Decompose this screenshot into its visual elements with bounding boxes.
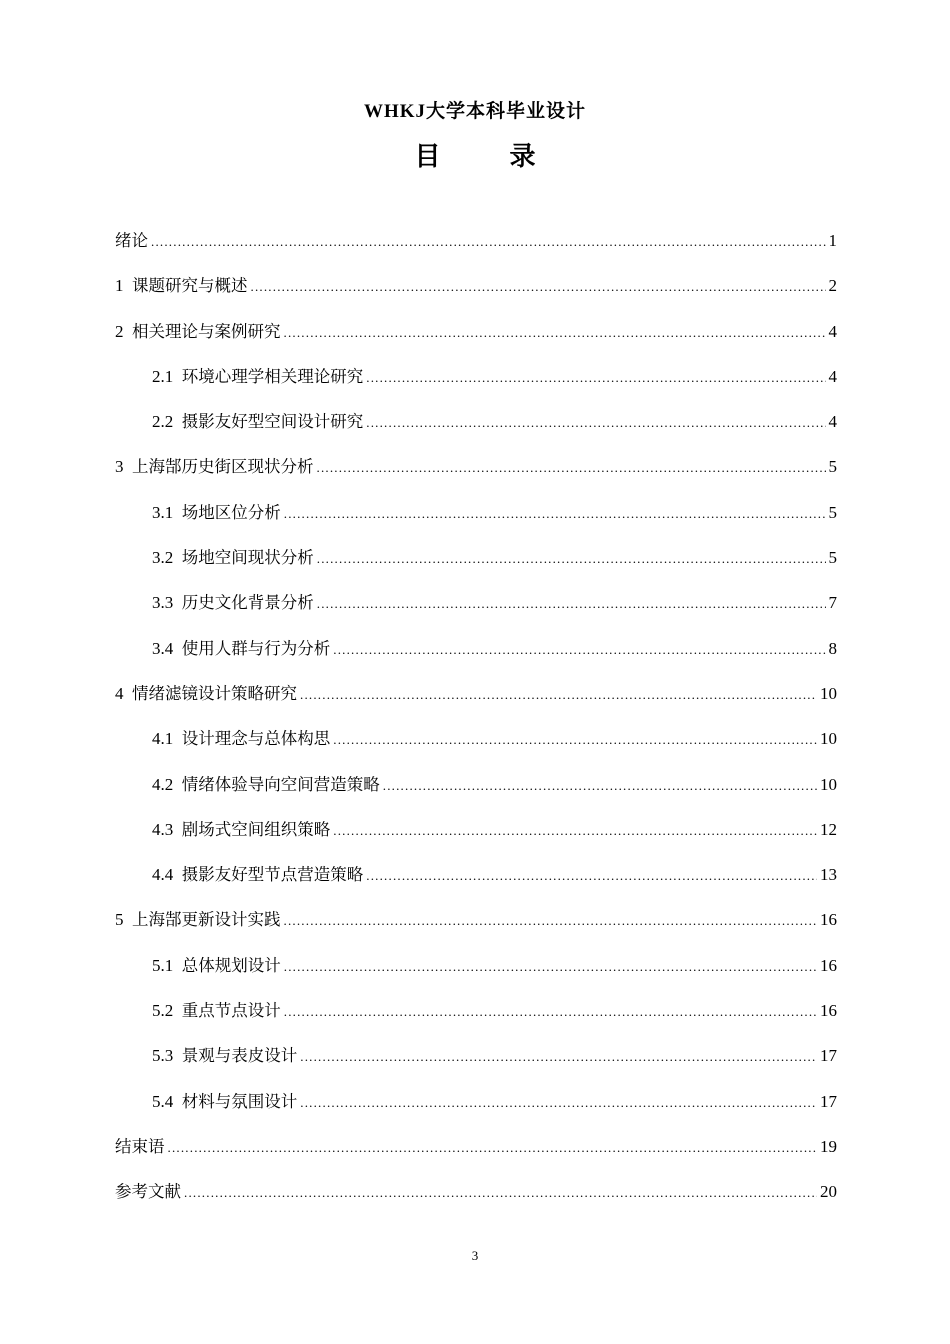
toc-entry-page: 7 xyxy=(828,593,837,613)
toc-entry-label: 情绪滤镜设计策略研究 xyxy=(132,683,297,703)
toc-entry-page: 12 xyxy=(820,819,837,839)
toc-entry-page: 16 xyxy=(820,1001,837,1021)
toc-entry[interactable] xyxy=(115,1087,837,1132)
toc-entry-label: 上海郜更新设计实践 xyxy=(132,910,281,930)
table-of-contents xyxy=(115,226,837,1223)
toc-entry-label: 材料与氛围设计 xyxy=(181,1091,298,1111)
toc-entry-label: 课题研究与概述 xyxy=(132,276,248,296)
toc-entry[interactable] xyxy=(115,860,837,905)
dot-leader xyxy=(284,499,826,529)
page-title: 目 录 xyxy=(414,142,566,172)
toc-entry[interactable] xyxy=(115,452,837,497)
toc-entry[interactable] xyxy=(115,407,837,452)
toc-entry[interactable] xyxy=(115,362,837,407)
toc-entry-number: 5.4 xyxy=(152,1091,182,1111)
toc-entry[interactable] xyxy=(115,543,837,588)
toc-entry-label: 场地区位分析 xyxy=(181,502,281,522)
toc-entry-label: 环境心理学相关理论研究 xyxy=(181,366,364,386)
toc-entry-label: 剧场式空间组织策略 xyxy=(181,819,331,839)
toc-entry[interactable] xyxy=(115,1132,837,1177)
toc-entry-label: 摄影友好型空间设计研究 xyxy=(181,412,364,432)
toc-entry-page: 2 xyxy=(828,276,837,296)
toc-entry[interactable] xyxy=(115,770,837,815)
toc-entry[interactable] xyxy=(115,1041,837,1086)
toc-entry[interactable] xyxy=(115,815,837,860)
toc-entry[interactable] xyxy=(115,724,837,769)
toc-entry-label: 相关理论与案例研究 xyxy=(132,321,281,341)
toc-entry-number: 5.1 xyxy=(152,955,182,975)
toc-entry-label: 设计理念与总体构思 xyxy=(181,729,331,749)
dot-leader xyxy=(333,816,817,846)
dot-leader xyxy=(366,861,817,891)
toc-entry[interactable] xyxy=(115,226,837,271)
toc-entry[interactable] xyxy=(115,498,837,543)
toc-entry-page: 17 xyxy=(820,1091,837,1111)
toc-entry-number: 4.1 xyxy=(152,729,182,749)
toc-entry[interactable] xyxy=(115,996,837,1041)
toc-entry-label: 绪论 xyxy=(115,231,148,250)
dot-leader xyxy=(366,363,825,393)
toc-entry-label: 摄影友好型节点营造策略 xyxy=(181,865,364,885)
dot-leader xyxy=(151,227,826,257)
toc-entry-number: 4 xyxy=(115,683,132,703)
toc-entry-number: 4.2 xyxy=(152,774,182,794)
dot-leader xyxy=(366,408,825,438)
toc-entry-label: 使用人群与行为分析 xyxy=(181,638,331,658)
toc-entry-label: 景观与表皮设计 xyxy=(181,1046,298,1066)
toc-entry-label: 参考文献 xyxy=(115,1182,181,1202)
dot-leader xyxy=(284,318,826,348)
toc-entry-page: 16 xyxy=(820,955,837,975)
toc-entry-number: 2.2 xyxy=(152,412,182,432)
toc-entry-label: 上海郜历史街区现状分析 xyxy=(132,457,314,477)
dot-leader xyxy=(317,453,826,483)
toc-entry[interactable] xyxy=(115,634,837,679)
toc-entry-page: 16 xyxy=(820,910,837,930)
toc-entry[interactable] xyxy=(115,271,837,316)
toc-entry-label: 重点节点设计 xyxy=(181,1001,281,1021)
toc-entry-page: 10 xyxy=(820,729,837,749)
toc-entry-number: 3 xyxy=(115,457,132,477)
dot-leader xyxy=(333,635,825,665)
toc-entry-number: 4.3 xyxy=(152,819,182,839)
toc-entry-page: 5 xyxy=(828,502,837,522)
page-number: 3 xyxy=(471,1248,479,1263)
toc-entry-page: 8 xyxy=(828,638,837,658)
dot-leader xyxy=(300,1088,817,1118)
toc-entry-number: 3.1 xyxy=(152,502,182,522)
toc-entry-label: 结束语 xyxy=(115,1136,165,1156)
dot-leader xyxy=(251,272,826,302)
toc-entry-number: 3.3 xyxy=(152,593,182,613)
toc-entry-page: 5 xyxy=(828,548,837,568)
toc-entry[interactable] xyxy=(115,951,837,996)
toc-entry-page: 4 xyxy=(828,321,837,341)
toc-entry-label: 场地空间现状分析 xyxy=(181,548,314,568)
toc-entry-page: 19 xyxy=(820,1136,837,1156)
toc-entry-number: 2 xyxy=(115,321,132,341)
toc-entry-number: 5.2 xyxy=(152,1001,182,1021)
toc-entry-label: 总体规划设计 xyxy=(181,955,281,975)
toc-entry-page: 20 xyxy=(820,1182,837,1202)
toc-entry[interactable] xyxy=(115,905,837,950)
toc-entry[interactable] xyxy=(115,588,837,633)
toc-entry-page: 13 xyxy=(820,865,837,885)
dot-leader xyxy=(317,589,826,619)
dot-leader xyxy=(168,1133,818,1163)
toc-entry-page: 17 xyxy=(820,1046,837,1066)
toc-entry-page: 1 xyxy=(828,231,837,250)
dot-leader xyxy=(184,1178,817,1208)
dot-leader xyxy=(284,952,817,982)
toc-entry-number: 3.4 xyxy=(152,638,182,658)
dot-leader xyxy=(333,725,817,755)
dot-leader xyxy=(300,680,817,710)
toc-entry-number: 5.3 xyxy=(152,1046,182,1066)
dot-leader xyxy=(284,997,817,1027)
dot-leader xyxy=(383,771,817,801)
dot-leader xyxy=(300,1042,817,1072)
dot-leader xyxy=(317,544,826,574)
toc-entry-label: 历史文化背景分析 xyxy=(181,593,314,613)
toc-entry-page: 4 xyxy=(828,412,837,432)
page-header: WHKJ大学本科毕业设计 xyxy=(363,101,587,122)
toc-entry-number: 4.4 xyxy=(152,865,182,885)
toc-entry-number: 5 xyxy=(115,910,132,930)
dot-leader xyxy=(284,906,818,936)
toc-entry[interactable] xyxy=(115,679,837,724)
toc-entry-number: 1 xyxy=(115,276,132,296)
toc-entry[interactable] xyxy=(115,1177,837,1222)
toc-entry-label: 情绪体验导向空间营造策略 xyxy=(181,774,380,794)
toc-entry-page: 10 xyxy=(820,774,837,794)
toc-entry-page: 5 xyxy=(828,457,837,477)
toc-entry-number: 2.1 xyxy=(152,366,182,386)
toc-entry-page: 4 xyxy=(828,366,837,386)
toc-entry-number: 3.2 xyxy=(152,548,182,568)
toc-entry[interactable] xyxy=(115,317,837,362)
toc-entry-page: 10 xyxy=(820,683,837,703)
